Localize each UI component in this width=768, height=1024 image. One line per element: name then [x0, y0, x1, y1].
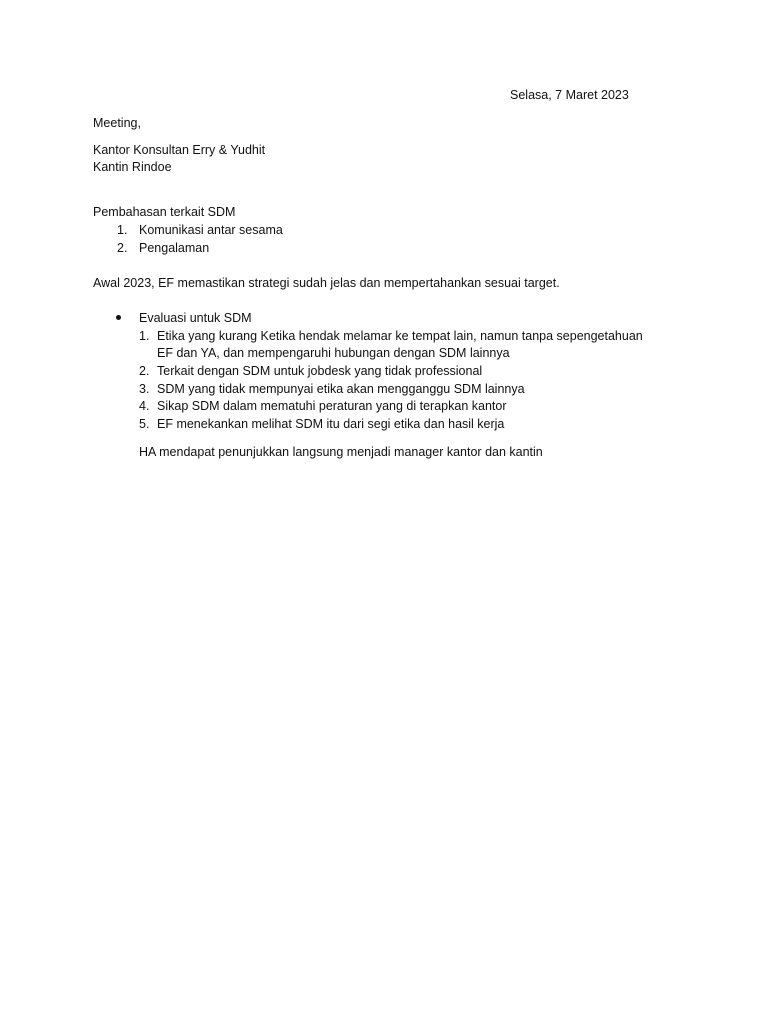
address-line-office: Kantor Konsultan Erry & Yudhit — [93, 143, 266, 157]
list-item: EF menekankan melihat SDM itu dari segi etika dan hasil kerja — [157, 417, 505, 431]
evaluation-heading: Evaluasi untuk SDM — [139, 311, 252, 325]
list-item: Pengalaman — [139, 241, 210, 255]
list-item: Terkait dengan SDM untuk jobdesk yang tidak professional — [157, 364, 483, 378]
greeting: Meeting, — [93, 116, 141, 130]
list-item: Sikap SDM dalam mematuhi peraturan yang di terapkan kantor — [157, 399, 507, 413]
address-line-canteen: Kantin Rindoe — [93, 160, 172, 174]
list-item-marker: 4. — [139, 399, 150, 413]
list-item-marker: 3. — [139, 382, 150, 396]
list-item-marker: 2. — [139, 364, 150, 378]
topic-heading: Pembahasan terkait SDM — [93, 205, 236, 219]
list-item-marker: 5. — [139, 417, 150, 431]
bullet-icon — [116, 315, 121, 320]
document-date: Selasa, 7 Maret 2023 — [510, 88, 629, 102]
list-item: Etika yang kurang Ketika hendak melamar ke tempat lain, namun tanpa sepengetahuan — [157, 329, 643, 343]
list-item-marker: 1. — [117, 223, 128, 237]
list-item: SDM yang tidak mempunyai etika akan mengganggu SDM lainnya — [157, 382, 525, 396]
list-item-continuation: EF dan YA, dan mempengaruhi hubungan dengan SDM lainnya — [157, 346, 510, 360]
closing-note: HA mendapat penunjukkan langsung menjadi manager kantor dan kantin — [139, 445, 543, 459]
list-item: Komunikasi antar sesama — [139, 223, 283, 237]
strategy-paragraph: Awal 2023, EF memastikan strategi sudah jelas dan mempertahankan sesuai target. — [93, 276, 560, 290]
list-item-marker: 1. — [139, 329, 150, 343]
list-item-marker: 2. — [117, 241, 128, 255]
